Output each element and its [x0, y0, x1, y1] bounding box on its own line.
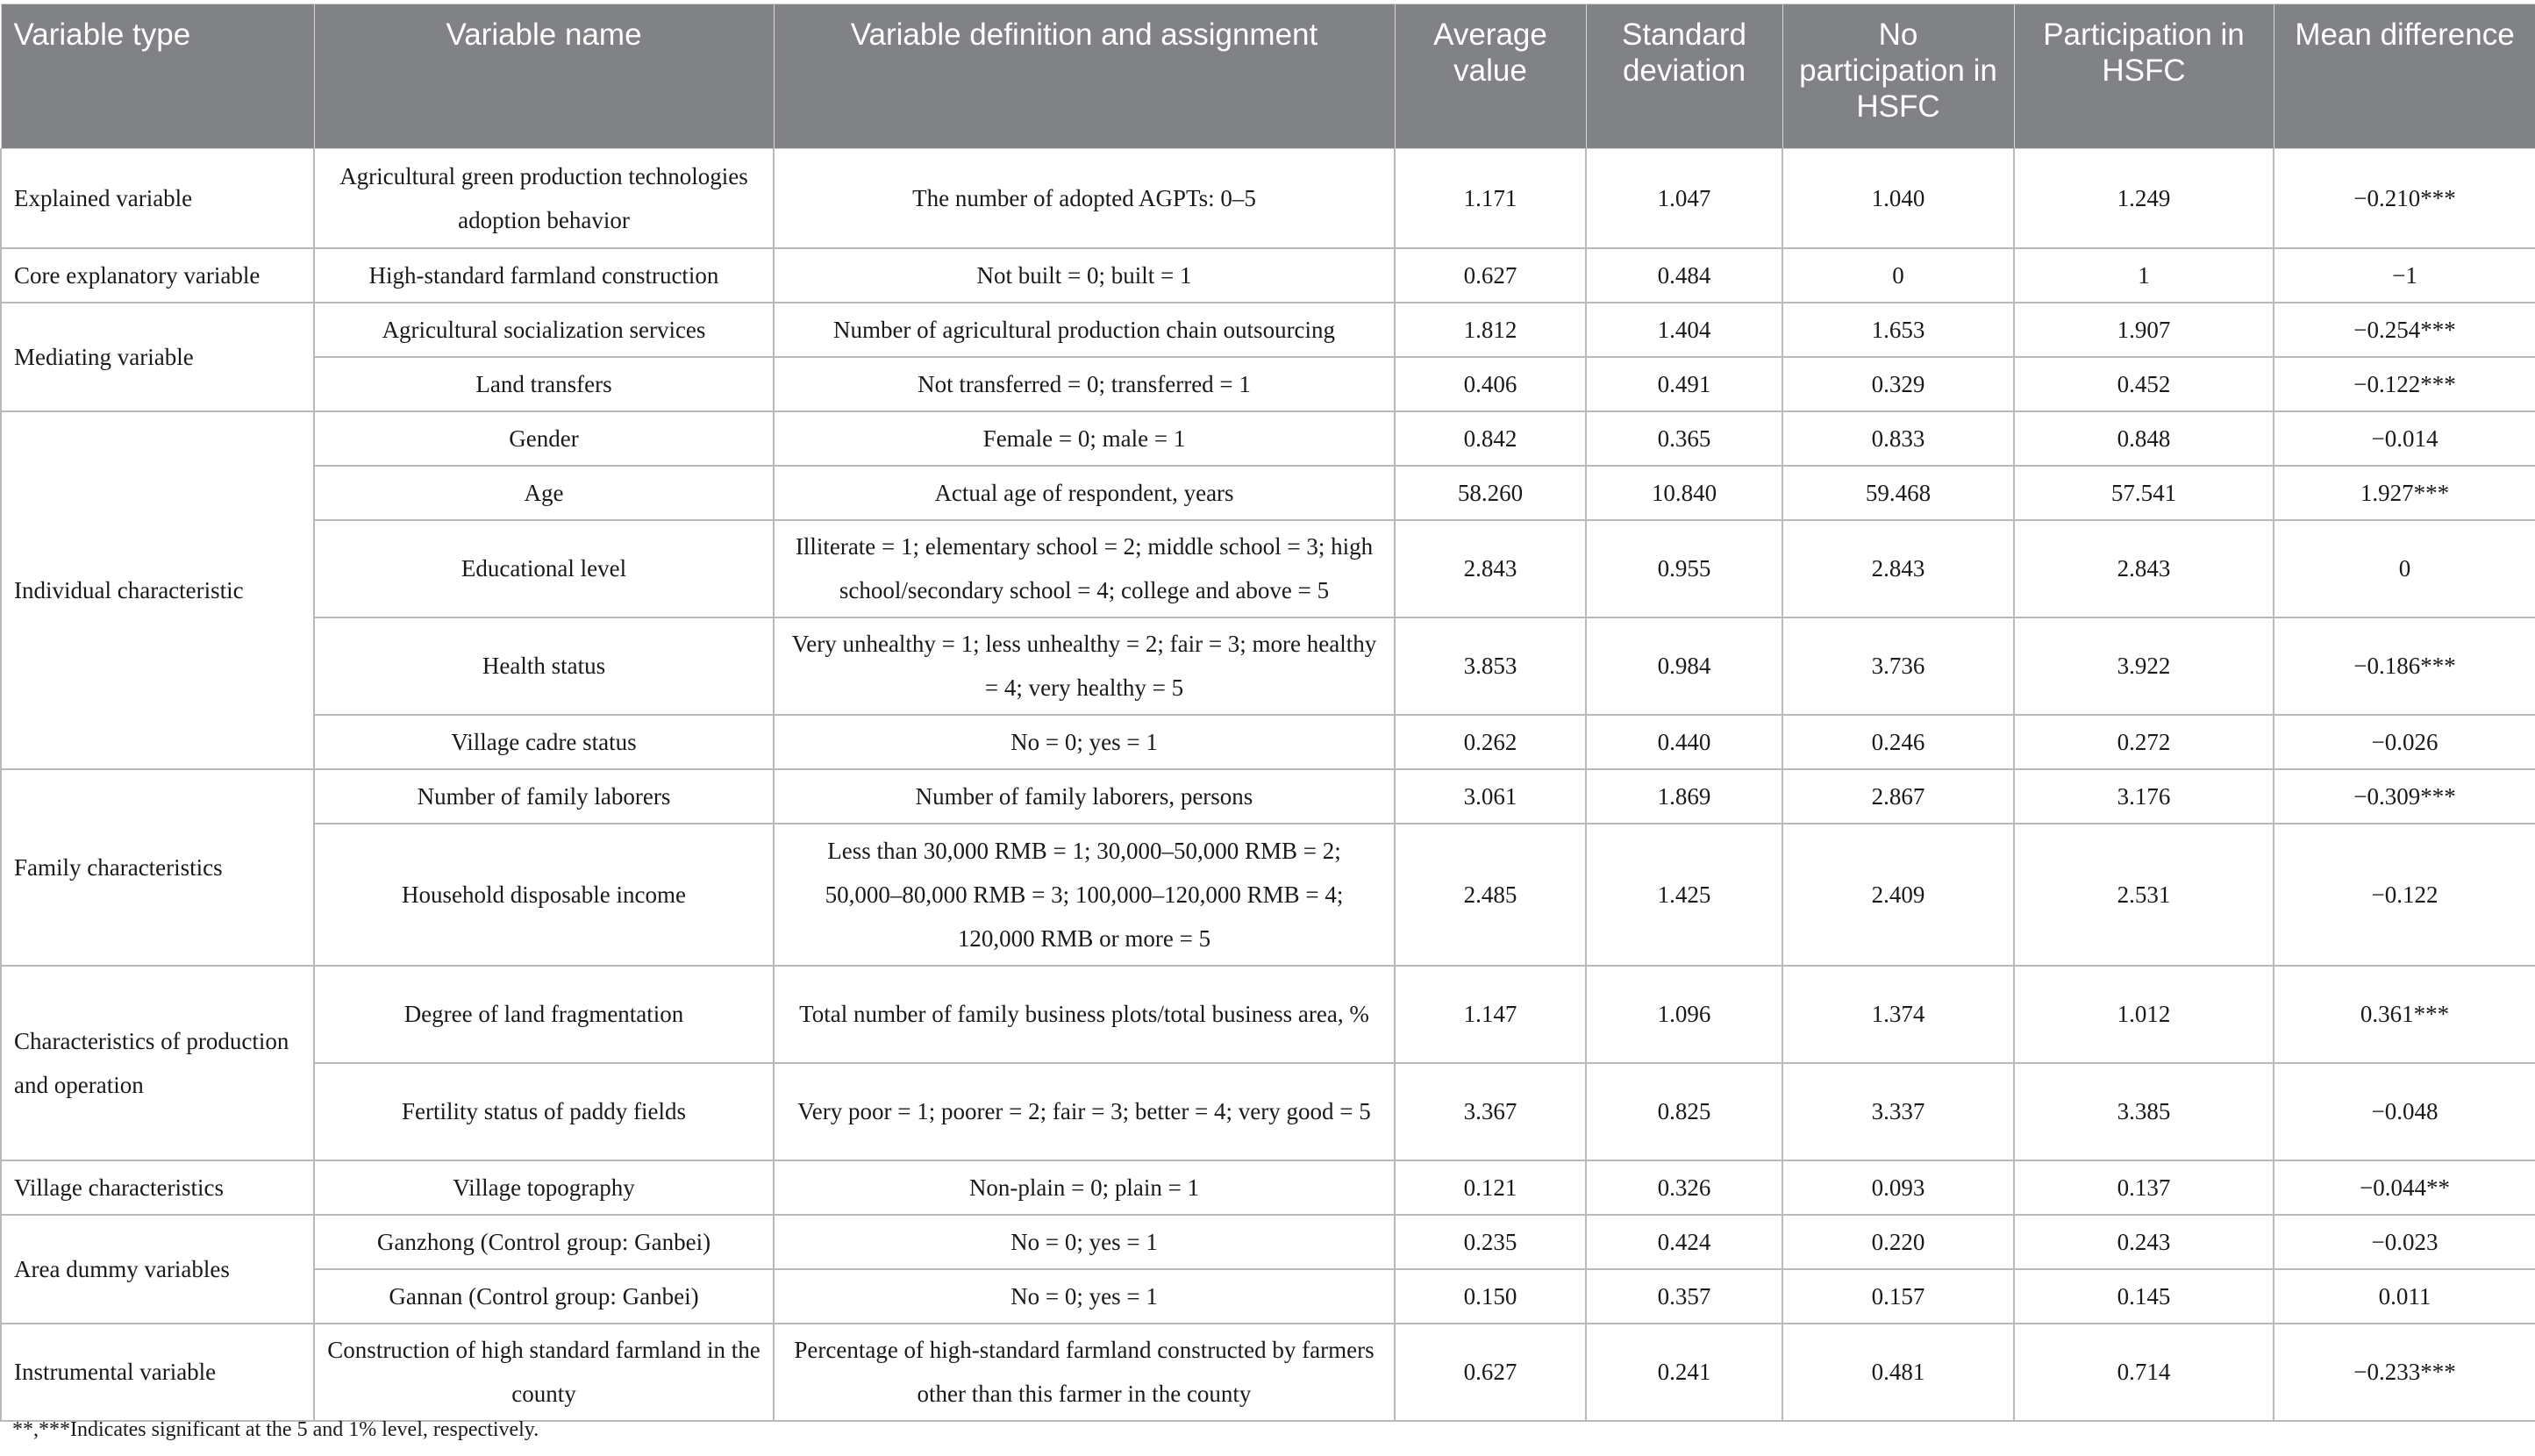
table-row — [1, 357, 2535, 411]
table-row — [1, 411, 2535, 466]
definition-cell: Very poor = 1; poorer = 2; fair = 3; better = 4; very good = 5 — [774, 1063, 1395, 1160]
no-participation-cell: 0.246 — [1782, 715, 2014, 769]
participation-cell: 0.714 — [2014, 1324, 2274, 1421]
no-participation-cell: 0.220 — [1782, 1215, 2014, 1269]
average-cell: 0.150 — [1395, 1269, 1586, 1324]
variable-type-cell: Village characteristics — [1, 1160, 314, 1215]
column-header: Standard deviation — [1586, 4, 1782, 149]
definition-cell: No = 0; yes = 1 — [774, 1269, 1395, 1324]
table-row — [1, 1160, 2535, 1215]
variable-name-cell: Agricultural socialization services — [314, 303, 774, 357]
variable-name-cell: High-standard farmland construction — [314, 248, 774, 303]
average-cell: 1.147 — [1395, 966, 1586, 1063]
variable-name-cell: Degree of land fragmentation — [314, 966, 774, 1063]
mean-difference-cell: −0.122*** — [2274, 357, 2535, 411]
participation-cell: 0.145 — [2014, 1269, 2274, 1324]
participation-cell: 57.541 — [2014, 466, 2274, 520]
variable-type-cell: Explained variable — [1, 149, 314, 248]
table-row — [1, 248, 2535, 303]
average-cell: 0.627 — [1395, 1324, 1586, 1421]
table-row — [1, 1324, 2535, 1421]
mean-difference-cell: 0 — [2274, 520, 2535, 617]
mean-difference-cell: 0.011 — [2274, 1269, 2535, 1324]
participation-cell: 0.272 — [2014, 715, 2274, 769]
mean-difference-cell: −0.122 — [2274, 824, 2535, 966]
average-cell: 2.485 — [1395, 824, 1586, 966]
table-row — [1, 824, 2535, 966]
sd-cell: 10.840 — [1586, 466, 1782, 520]
no-participation-cell: 0.329 — [1782, 357, 2014, 411]
definition-cell: The number of adopted AGPTs: 0–5 — [774, 149, 1395, 248]
variable-type-cell: Mediating variable — [1, 303, 314, 411]
average-cell: 3.367 — [1395, 1063, 1586, 1160]
variable-name-cell: Educational level — [314, 520, 774, 617]
column-header: Variable type — [1, 4, 314, 149]
variable-name-cell: Age — [314, 466, 774, 520]
average-cell: 3.061 — [1395, 769, 1586, 824]
column-header: Mean difference — [2274, 4, 2535, 149]
variable-name-cell: Village cadre status — [314, 715, 774, 769]
sd-cell: 1.869 — [1586, 769, 1782, 824]
definition-cell: Very unhealthy = 1; less unhealthy = 2; fair = 3; more healthy = 4; very healthy = 5 — [774, 617, 1395, 715]
participation-cell: 3.176 — [2014, 769, 2274, 824]
definition-cell: Number of family laborers, persons — [774, 769, 1395, 824]
average-cell: 0.121 — [1395, 1160, 1586, 1215]
definition-cell: No = 0; yes = 1 — [774, 1215, 1395, 1269]
average-cell: 58.260 — [1395, 466, 1586, 520]
definition-cell: Number of agricultural production chain outsourcing — [774, 303, 1395, 357]
sd-cell: 0.424 — [1586, 1215, 1782, 1269]
table-row — [1, 1215, 2535, 1269]
sd-cell: 0.491 — [1586, 357, 1782, 411]
no-participation-cell: 0.093 — [1782, 1160, 2014, 1215]
no-participation-cell: 59.468 — [1782, 466, 2014, 520]
sd-cell: 0.825 — [1586, 1063, 1782, 1160]
variable-name-cell: Number of family laborers — [314, 769, 774, 824]
table-row — [1, 1269, 2535, 1324]
mean-difference-cell: −0.048 — [2274, 1063, 2535, 1160]
definition-cell: Female = 0; male = 1 — [774, 411, 1395, 466]
mean-difference-cell: −0.014 — [2274, 411, 2535, 466]
variable-name-cell: Ganzhong (Control group: Ganbei) — [314, 1215, 774, 1269]
summary-statistics-table — [0, 4, 2535, 1422]
sd-cell: 0.955 — [1586, 520, 1782, 617]
variable-name-cell: Construction of high standard farmland in the county — [314, 1324, 774, 1421]
column-header: Average value — [1395, 4, 1586, 149]
variable-name-cell: Agricultural green production technologies adoption behavior — [314, 149, 774, 248]
sd-cell: 0.440 — [1586, 715, 1782, 769]
table-row — [1, 769, 2535, 824]
variable-type-cell: Family characteristics — [1, 769, 314, 966]
variable-type-cell: Instrumental variable — [1, 1324, 314, 1421]
definition-cell: Not transferred = 0; transferred = 1 — [774, 357, 1395, 411]
no-participation-cell: 1.374 — [1782, 966, 2014, 1063]
mean-difference-cell: −0.210*** — [2274, 149, 2535, 248]
table-row — [1, 966, 2535, 1063]
mean-difference-cell: −0.026 — [2274, 715, 2535, 769]
sd-cell: 0.365 — [1586, 411, 1782, 466]
column-header: No participation in HSFC — [1782, 4, 2014, 149]
participation-cell: 0.137 — [2014, 1160, 2274, 1215]
sd-cell: 1.096 — [1586, 966, 1782, 1063]
average-cell: 1.812 — [1395, 303, 1586, 357]
header-row — [1, 4, 2535, 149]
participation-cell: 1.249 — [2014, 149, 2274, 248]
no-participation-cell: 1.653 — [1782, 303, 2014, 357]
no-participation-cell: 2.843 — [1782, 520, 2014, 617]
sd-cell: 1.404 — [1586, 303, 1782, 357]
mean-difference-cell: 0.361*** — [2274, 966, 2535, 1063]
mean-difference-cell: −0.309*** — [2274, 769, 2535, 824]
table-row — [1, 149, 2535, 248]
table-row — [1, 303, 2535, 357]
table-row — [1, 617, 2535, 715]
variable-name-cell: Land transfers — [314, 357, 774, 411]
average-cell: 2.843 — [1395, 520, 1586, 617]
no-participation-cell: 3.736 — [1782, 617, 2014, 715]
no-participation-cell: 0.833 — [1782, 411, 2014, 466]
mean-difference-cell: −0.044** — [2274, 1160, 2535, 1215]
table-footnote: **,***Indicates significant at the 5 and 1% level, respectively. — [12, 1418, 539, 1441]
sd-cell: 0.326 — [1586, 1160, 1782, 1215]
variable-name-cell: Gender — [314, 411, 774, 466]
participation-cell: 2.531 — [2014, 824, 2274, 966]
mean-difference-cell: −0.186*** — [2274, 617, 2535, 715]
sd-cell: 1.047 — [1586, 149, 1782, 248]
participation-cell: 0.848 — [2014, 411, 2274, 466]
definition-cell: Percentage of high-standard farmland constructed by farmers other than this farmer in the county — [774, 1324, 1395, 1421]
variable-name-cell: Health status — [314, 617, 774, 715]
participation-cell: 3.385 — [2014, 1063, 2274, 1160]
variable-name-cell: Gannan (Control group: Ganbei) — [314, 1269, 774, 1324]
average-cell: 3.853 — [1395, 617, 1586, 715]
sd-cell: 0.484 — [1586, 248, 1782, 303]
no-participation-cell: 0 — [1782, 248, 2014, 303]
no-participation-cell: 2.867 — [1782, 769, 2014, 824]
average-cell: 0.406 — [1395, 357, 1586, 411]
variable-type-cell: Individual characteristic — [1, 411, 314, 769]
definition-cell: Illiterate = 1; elementary school = 2; middle school = 3; high school/secondary school = 4; college and above = 5 — [774, 520, 1395, 617]
average-cell: 0.842 — [1395, 411, 1586, 466]
variable-type-cell: Characteristics of production and operation — [1, 966, 314, 1160]
sd-cell: 0.357 — [1586, 1269, 1782, 1324]
participation-cell: 3.922 — [2014, 617, 2274, 715]
average-cell: 0.262 — [1395, 715, 1586, 769]
definition-cell: Not built = 0; built = 1 — [774, 248, 1395, 303]
mean-difference-cell: −0.023 — [2274, 1215, 2535, 1269]
variable-name-cell: Village topography — [314, 1160, 774, 1215]
participation-cell: 2.843 — [2014, 520, 2274, 617]
average-cell: 0.235 — [1395, 1215, 1586, 1269]
column-header: Variable definition and assignment — [774, 4, 1395, 149]
participation-cell: 1.907 — [2014, 303, 2274, 357]
participation-cell: 1 — [2014, 248, 2274, 303]
sd-cell: 0.984 — [1586, 617, 1782, 715]
variable-type-cell: Core explanatory variable — [1, 248, 314, 303]
average-cell: 0.627 — [1395, 248, 1586, 303]
no-participation-cell: 2.409 — [1782, 824, 2014, 966]
variable-name-cell: Fertility status of paddy fields — [314, 1063, 774, 1160]
mean-difference-cell: −0.254*** — [2274, 303, 2535, 357]
table-row — [1, 1063, 2535, 1160]
average-cell: 1.171 — [1395, 149, 1586, 248]
no-participation-cell: 0.157 — [1782, 1269, 2014, 1324]
definition-cell: Non-plain = 0; plain = 1 — [774, 1160, 1395, 1215]
sd-cell: 1.425 — [1586, 824, 1782, 966]
mean-difference-cell: −1 — [2274, 248, 2535, 303]
column-header: Variable name — [314, 4, 774, 149]
no-participation-cell: 0.481 — [1782, 1324, 2014, 1421]
mean-difference-cell: −0.233*** — [2274, 1324, 2535, 1421]
definition-cell: No = 0; yes = 1 — [774, 715, 1395, 769]
table-row — [1, 715, 2535, 769]
definition-cell: Less than 30,000 RMB = 1; 30,000–50,000 RMB = 2; 50,000–80,000 RMB = 3; 100,000–120,000 RMB = 4; 120,000 RMB or more = 5 — [774, 824, 1395, 966]
mean-difference-cell: 1.927*** — [2274, 466, 2535, 520]
no-participation-cell: 1.040 — [1782, 149, 2014, 248]
column-header: Participation in HSFC — [2014, 4, 2274, 149]
definition-cell: Actual age of respondent, years — [774, 466, 1395, 520]
variable-name-cell: Household disposable income — [314, 824, 774, 966]
participation-cell: 0.452 — [2014, 357, 2274, 411]
definition-cell: Total number of family business plots/total business area, % — [774, 966, 1395, 1063]
variable-type-cell: Area dummy variables — [1, 1215, 314, 1324]
table-row — [1, 520, 2535, 617]
no-participation-cell: 3.337 — [1782, 1063, 2014, 1160]
participation-cell: 1.012 — [2014, 966, 2274, 1063]
sd-cell: 0.241 — [1586, 1324, 1782, 1421]
participation-cell: 0.243 — [2014, 1215, 2274, 1269]
table-row — [1, 466, 2535, 520]
